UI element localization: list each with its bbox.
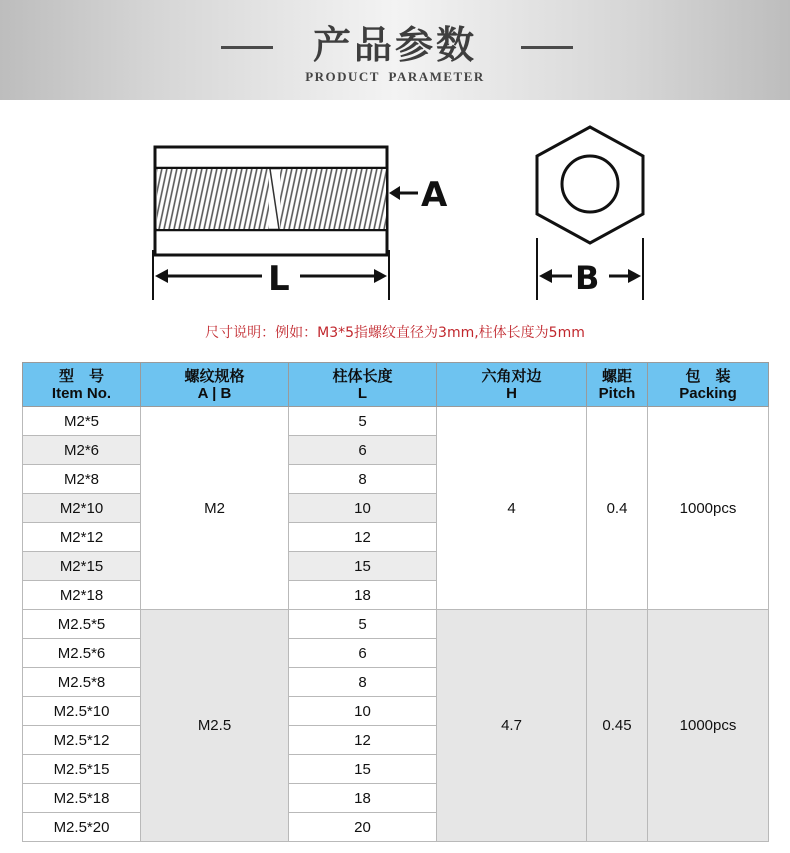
item-cell: M2*6	[23, 436, 141, 465]
thread-left	[157, 169, 269, 229]
length-cell: 18	[289, 581, 437, 610]
length-cell: 12	[289, 523, 437, 552]
dimension-diagram	[0, 100, 790, 315]
item-cell: M2*5	[23, 407, 141, 436]
length-cell: 5	[289, 407, 437, 436]
item-cell: M2*18	[23, 581, 141, 610]
item-cell: M2.5*5	[23, 610, 141, 639]
header-thread-spec: 螺纹规格 A | B	[141, 363, 289, 407]
dimension-b	[537, 238, 643, 300]
length-cell: 6	[289, 639, 437, 668]
length-cell: 10	[289, 494, 437, 523]
item-cell: M2*10	[23, 494, 141, 523]
header-packing: 包 装 Packing	[648, 363, 769, 407]
label-b: B	[575, 259, 600, 297]
length-cell: 6	[289, 436, 437, 465]
table-row	[23, 610, 769, 639]
page-title: 产品参数	[312, 23, 477, 67]
length-cell: 8	[289, 668, 437, 697]
length-cell: 8	[289, 465, 437, 494]
length-cell: 20	[289, 813, 437, 842]
page-subtitle: PRODUCT PARAMETER	[305, 69, 485, 84]
label-a: A	[421, 175, 448, 215]
thread-cell: M2.5	[141, 610, 289, 842]
dimension-a	[389, 175, 448, 215]
header-length: 柱体长度 L	[289, 363, 437, 407]
header-hex: 六角对边 H	[437, 363, 587, 407]
item-cell: M2*8	[23, 465, 141, 494]
header-pitch: 螺距 Pitch	[587, 363, 648, 407]
header-item-no: 型 号 Item No.	[23, 363, 141, 407]
table-header-row	[23, 363, 769, 407]
pitch-cell: 0.4	[587, 407, 648, 610]
item-cell: M2.5*15	[23, 755, 141, 784]
label-l: L	[268, 259, 290, 299]
length-cell: 15	[289, 755, 437, 784]
item-cell: M2*15	[23, 552, 141, 581]
packing-cell: 1000pcs	[648, 610, 769, 842]
item-cell: M2*12	[23, 523, 141, 552]
item-cell: M2.5*10	[23, 697, 141, 726]
length-cell: 18	[289, 784, 437, 813]
dimension-l	[153, 250, 389, 300]
item-cell: M2.5*6	[23, 639, 141, 668]
pitch-cell: 0.45	[587, 610, 648, 842]
item-cell: M2.5*18	[23, 784, 141, 813]
thread-right	[280, 169, 386, 229]
hex-cell: 4	[437, 407, 587, 610]
length-cell: 12	[289, 726, 437, 755]
title-banner	[0, 0, 790, 100]
length-cell: 10	[289, 697, 437, 726]
hex-cell: 4.7	[437, 610, 587, 842]
item-cell: M2.5*20	[23, 813, 141, 842]
item-cell: M2.5*12	[23, 726, 141, 755]
table-row	[23, 407, 769, 436]
item-cell: M2.5*8	[23, 668, 141, 697]
hex-end-view	[537, 127, 643, 243]
thread-cell: M2	[141, 407, 289, 610]
length-cell: 5	[289, 610, 437, 639]
standoff-side-view	[155, 147, 387, 255]
packing-cell: 1000pcs	[648, 407, 769, 610]
spec-table	[22, 362, 769, 842]
size-note: 尺寸说明：例如：M3*5指螺纹直径为3mm,柱体长度为5mm	[205, 325, 585, 341]
length-cell: 15	[289, 552, 437, 581]
